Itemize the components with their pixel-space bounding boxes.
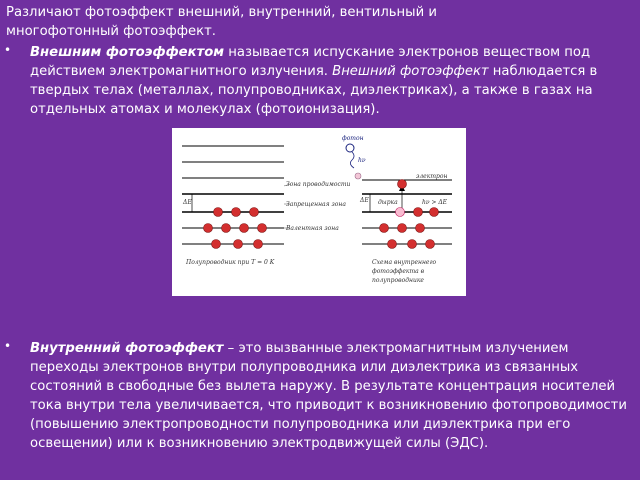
electron: [388, 240, 397, 249]
external-term-2: Внешний фотоэффект: [332, 64, 489, 79]
electron: [222, 224, 231, 233]
photon-absorb-icon: [355, 173, 361, 179]
scheme-caption-line-1: Схема внутреннего: [372, 259, 437, 266]
electron: [204, 224, 213, 233]
internal-text: – это вызванные электромагнитным излучением переходы электронов внутри полупроводника или диэлектрика из связанных состояний в свободные без вылета наружу. В результате концентрация носителей тока внутри тела увеличивается, что приводит к возникновению фотопроводимости (повышению электропроводности полупроводника или диэлектрика при его освещении) или к возникновению электродвижущей силы (ЭДС).: [30, 341, 627, 451]
electron: [240, 224, 249, 233]
electron: [234, 240, 243, 249]
electron: [250, 208, 259, 217]
intro-paragraph: Различают фотоэффект внешний, внутренний, вентильный и многофотонный фотоэффект.: [6, 5, 437, 39]
external-text-2: наблюдается в твердых телах (металлах, полупроводниках, диэлектриках), а также в газах на отдельных атомах и молекулах (фотоионизация).: [30, 64, 598, 117]
internal-photoeffect-paragraph: [30, 339, 630, 453]
electron: [430, 208, 439, 217]
scheme-caption-line-3: полупроводнике: [372, 277, 424, 284]
left-band-diagram: [182, 146, 351, 266]
valence-band-label: Валентная зона: [286, 225, 339, 232]
external-term: Внешним фотоэффектом: [30, 45, 225, 60]
photon-label: фотон: [342, 135, 364, 142]
hole-label: дырка: [378, 199, 398, 206]
electron: [416, 224, 425, 233]
electron-label: электрон: [416, 173, 448, 180]
delta-e-right: ΔE: [360, 197, 369, 204]
photon-icon: [346, 144, 354, 152]
electron: [426, 240, 435, 249]
h-nu-label: hν: [358, 157, 366, 164]
hole: [396, 208, 405, 217]
band-diagram-figure: [172, 128, 466, 296]
internal-term: Внутренний фотоэффект: [30, 341, 224, 356]
right-band-diagram: [342, 135, 452, 284]
conduction-band-label: Зона проводимости: [286, 181, 351, 188]
electron: [258, 224, 267, 233]
electron: [414, 208, 423, 217]
electron: [254, 240, 263, 249]
photon-wave-icon: [350, 152, 354, 168]
delta-e-left: ΔE: [183, 199, 192, 206]
scheme-caption-line-2: фотоэффекта в: [372, 268, 425, 275]
electron: [398, 224, 407, 233]
bullet-internal: •: [4, 339, 12, 353]
external-text-1: называется испускание электронов веществом под действием электромагнитного излучения.: [30, 45, 591, 79]
electron: [408, 240, 417, 249]
semiconductor-caption: Полупроводник при T = 0 K: [186, 259, 275, 266]
electron: [380, 224, 389, 233]
electron: [214, 208, 223, 217]
condition-label: hν > ΔE: [422, 199, 448, 206]
excited-electron: [398, 180, 407, 189]
forbidden-band-label: Запрещенная зона: [286, 201, 346, 208]
electron: [212, 240, 221, 249]
electron: [232, 208, 241, 217]
bullet-external: •: [4, 43, 12, 57]
band-diagram: [172, 128, 466, 296]
external-photoeffect-paragraph: [30, 43, 630, 119]
